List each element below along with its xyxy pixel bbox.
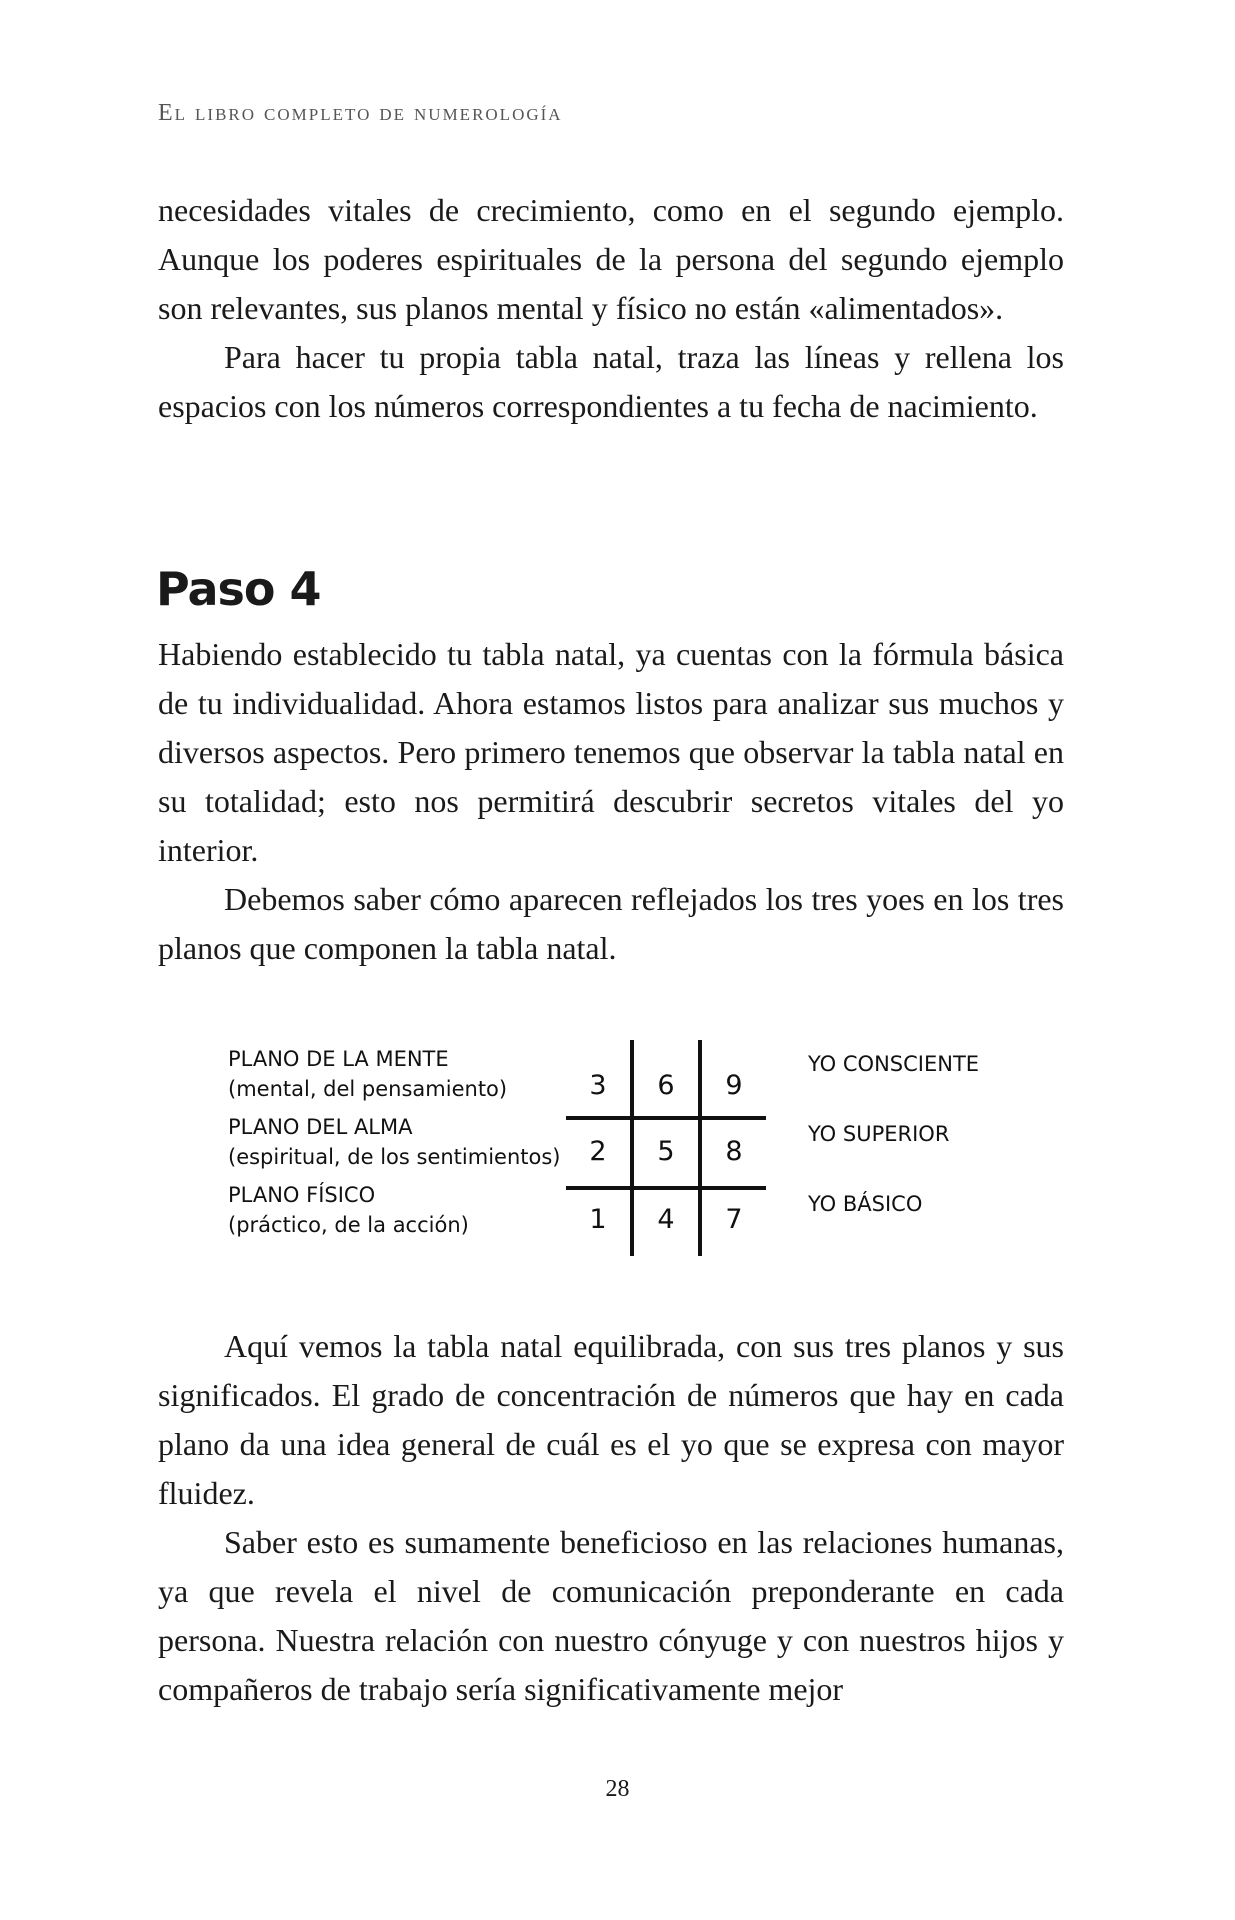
grid-cell: 2: [589, 1136, 607, 1167]
plane-name: PLANO FÍSICO: [228, 1183, 376, 1207]
paragraph: necesidades vitales de crecimiento, como en el segundo ejemplo. Aunque los poderes espirituales de la persona del segundo ejemplo son relevantes, sus planos mental y físico no están «alimentados».: [158, 192, 1064, 326]
grid-cell: 9: [725, 1070, 743, 1101]
grid-cell: 4: [657, 1204, 675, 1235]
self-label-conscious: YO CONSCIENTE: [808, 1052, 980, 1076]
page-number: 28: [605, 1776, 630, 1802]
paragraph: Para hacer tu propia tabla natal, traza las líneas y rellena los espacios con los números correspondientes a tu fecha de nacimiento.: [158, 339, 1064, 424]
text-block-bottom: [158, 1322, 1064, 1714]
text-block-middle: [158, 630, 1064, 973]
grid-cell: 8: [725, 1136, 743, 1167]
paragraph: Debemos saber cómo aparecen reflejados los tres yoes en los tres planos que componen la tabla natal.: [158, 881, 1064, 966]
text-block-top: [158, 186, 1064, 431]
self-label-basic: YO BÁSICO: [808, 1192, 923, 1216]
grid-cell: 6: [657, 1070, 675, 1101]
plane-name: PLANO DEL ALMA: [228, 1115, 413, 1139]
plane-label-physical: [228, 1180, 469, 1240]
paragraph: Saber esto es sumamente beneficioso en las relaciones humanas, ya que revela el nivel de comunicación preponderante en cada persona. Nuestra relación con nuestro cónyuge y con nuestros hijos y compañeros de trabajo sería significativamente mejor: [158, 1524, 1064, 1707]
plane-name: PLANO DE LA MENTE: [228, 1047, 449, 1071]
paragraph: Aquí vemos la tabla natal equilibrada, con sus tres planos y sus significados. El grado de concentración de números que hay en cada plano da una idea general de cuál es el yo que se expresa con mayor fluidez.: [158, 1328, 1064, 1511]
grid-cell: 1: [589, 1204, 607, 1235]
plane-description: (práctico, de la acción): [228, 1213, 469, 1237]
grid-line-vertical: [630, 1040, 634, 1256]
grid-line-vertical: [698, 1040, 702, 1256]
grid-line-horizontal: [566, 1186, 766, 1190]
plane-label-mind: [228, 1044, 507, 1104]
grid-cell: 7: [725, 1204, 743, 1235]
grid-cell: 5: [657, 1136, 675, 1167]
section-heading: Paso 4: [156, 562, 321, 616]
plane-description: (mental, del pensamiento): [228, 1077, 508, 1101]
running-head: El libro completo de numerología: [158, 100, 563, 126]
paragraph: Habiendo establecido tu tabla natal, ya cuentas con la fórmula básica de tu individualidad. Ahora estamos listos para analizar sus muchos y diversos aspectos. Pero primero tenemos que observar la tabla natal en su totalidad; esto nos permitirá descubrir secretos vitales del yo interior.: [158, 636, 1064, 868]
plane-label-soul: [228, 1112, 560, 1172]
grid-cell: 3: [589, 1070, 607, 1101]
plane-description: (espiritual, de los sentimientos): [228, 1145, 561, 1169]
grid-line-horizontal: [566, 1116, 766, 1120]
self-label-superior: YO SUPERIOR: [808, 1122, 950, 1146]
